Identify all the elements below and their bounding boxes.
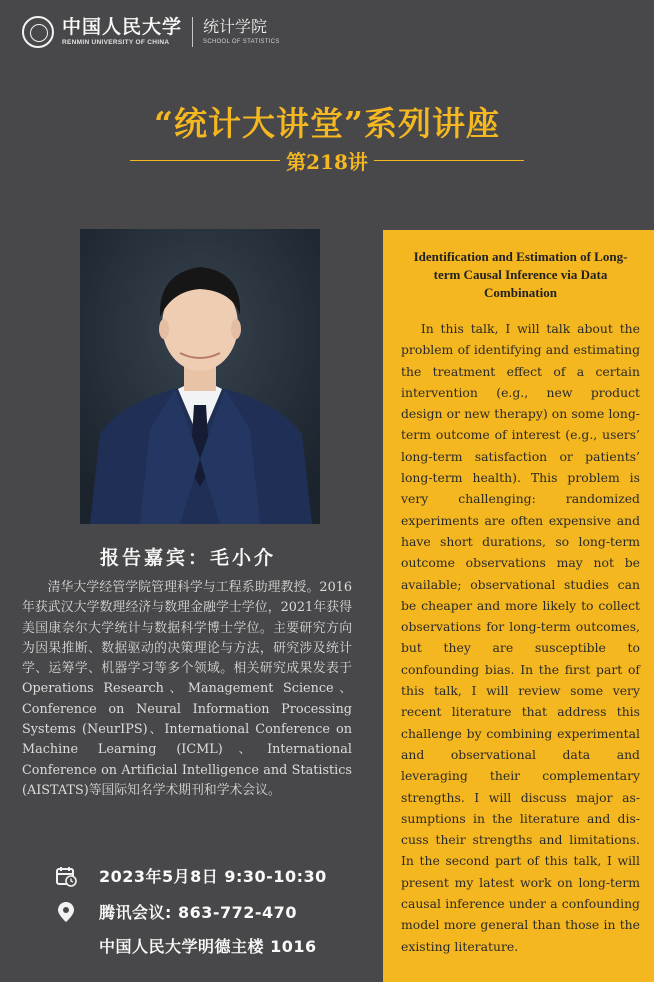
header	[22, 14, 280, 50]
talk-title: Identification and Estimation of Long-term Causal Inference via Data Combination	[413, 249, 628, 300]
datetime-row	[55, 864, 327, 887]
university-logo-text	[62, 15, 183, 47]
venue: 中国人民大学明德主楼 1016	[99, 937, 317, 956]
session-line-right	[374, 160, 524, 162]
university-name-en: RENMIN UNIVERSITY OF CHINA	[62, 38, 170, 46]
speaker-photo	[80, 229, 320, 524]
meeting-row	[55, 900, 297, 923]
venue-row	[99, 934, 317, 957]
location-pin-icon	[55, 901, 77, 923]
school-name-en: SCHOOL OF STATISTICS	[203, 39, 280, 45]
university-name-cn: 中国人民大学	[62, 15, 183, 38]
series-title: “统计大讲堂”系列讲座	[154, 104, 500, 143]
school-name	[203, 19, 280, 45]
tencent-meeting-id: 腾讯会议: 863-772-470	[99, 903, 297, 922]
school-name-cn: 统计学院	[203, 17, 268, 36]
talk-abstract: In this talk, I will talk about the problem of identifying and estimating the treatment effect of a certain intervention (e.g., new product design or new therapy) on some long-term outcome of interest (e.g., users’ long-term satisfaction or patients’ long-term health). This problem is very challenging: randomized experiments are often expensive and have short durations, so long-term outcome observations may not be available; observational studies can be cheaper and more likely to collect observations for long-term outcomes, but they are susceptible to confounding bias. In the first part of this talk, I will review some very recent literature that address this challenge by combining experimental and observational data and leveraging their complementary strengths. I will discuss major assumptions in the literature and discuss their strengths and limitations. In the second part of this talk, I will present my latest work on long-term causal inference under a confounding model more general than those in the existing literature.	[401, 321, 640, 954]
session-label: 第218讲	[286, 150, 368, 174]
speaker-portrait	[80, 229, 320, 524]
session-line-left	[130, 160, 280, 162]
session-number	[0, 146, 654, 175]
event-datetime: 2023年5月8日 9:30-10:30	[99, 867, 327, 886]
header-divider	[192, 17, 193, 47]
university-seal-logo	[22, 16, 54, 48]
speaker-name: 报告嘉宾：毛小介	[100, 547, 277, 569]
calendar-icon	[55, 865, 77, 887]
speaker-bio: 清华大学经管学院管理科学与工程系助理教授。2016年获武汉大学数理经济与数理金融学士学位，2021年获得美国康奈尔大学统计与数据科学博士学位。主要研究方向为因果推断、数据驱动的决策理论与方法，研究涉及统计学、运筹学、机器学习等多个领域。相关研究成果发表于Operations Research、Management Science、Conference on Neural Information Processing Systems (NeurIPS)、International Conference on Machine Learning (ICML)、International Conference on Artificial Intelligence and Statistics (AISTATS)等国际知名学术期刊和学术会议。	[22, 580, 352, 798]
talk-panel	[383, 230, 654, 982]
